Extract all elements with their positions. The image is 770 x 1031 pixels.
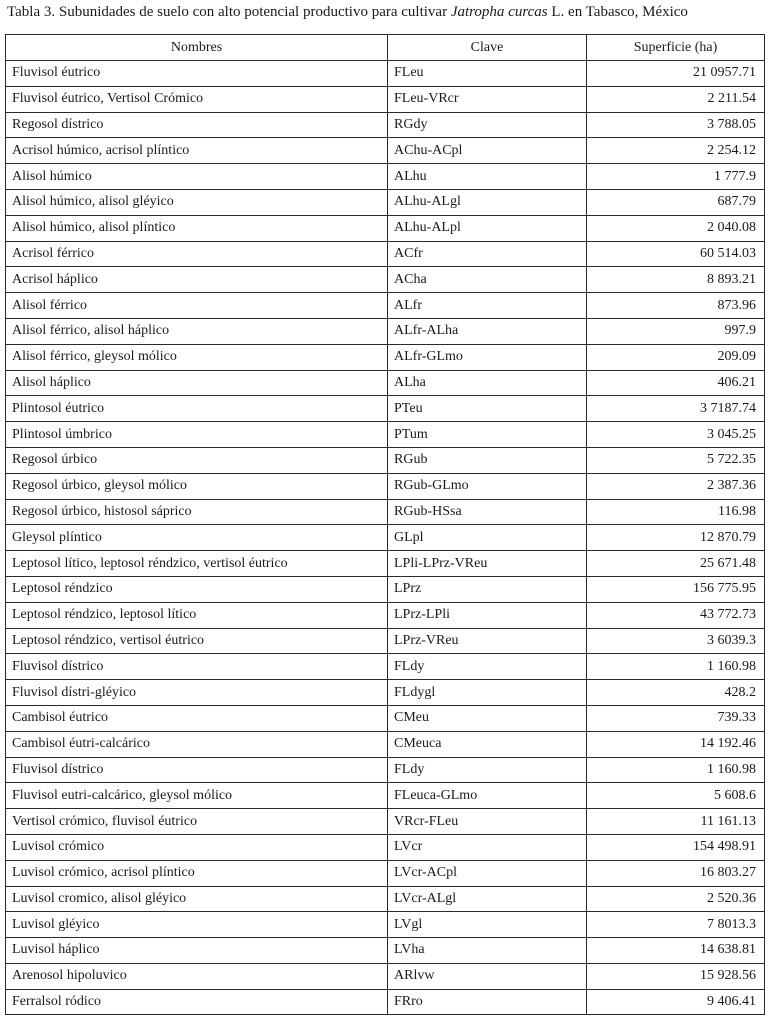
name-cell: Fluvisol dístrico: [6, 654, 388, 680]
key-cell: FLeuca-GLmo: [388, 783, 587, 809]
area-cell: 9 406.41: [587, 989, 765, 1015]
key-cell: LVcr-ACpl: [388, 860, 587, 886]
area-cell: 2 211.54: [587, 86, 765, 112]
name-cell: Acrisol férrico: [6, 241, 388, 267]
table-row: [6, 293, 765, 319]
table-row: [6, 525, 765, 551]
key-cell: ALha: [388, 370, 587, 396]
key-cell: FLeu-VRcr: [388, 86, 587, 112]
area-cell: 406.21: [587, 370, 765, 396]
name-cell: Cambisol éutrico: [6, 705, 388, 731]
area-cell: 1 160.98: [587, 654, 765, 680]
table-row: [6, 860, 765, 886]
area-cell: 873.96: [587, 293, 765, 319]
caption-prefix: Tabla 3. Subunidades de suelo con alto potencial productivo para cultivar: [7, 4, 451, 20]
key-cell: ACha: [388, 267, 587, 293]
table-body: [6, 61, 765, 1015]
table-row: [6, 705, 765, 731]
header-clave: Clave: [388, 35, 587, 61]
area-cell: 3 6039.3: [587, 628, 765, 654]
key-cell: LPli-LPrz-VReu: [388, 551, 587, 577]
name-cell: Regosol dístrico: [6, 112, 388, 138]
name-cell: Acrisol háplico: [6, 267, 388, 293]
name-cell: Leptosol réndzico, vertisol éutrico: [6, 628, 388, 654]
area-cell: 14 638.81: [587, 938, 765, 964]
key-cell: ALfr-GLmo: [388, 344, 587, 370]
area-cell: 1 777.9: [587, 164, 765, 190]
area-cell: 3 788.05: [587, 112, 765, 138]
table-row: [6, 680, 765, 706]
name-cell: Luvisol gléyico: [6, 912, 388, 938]
key-cell: ALhu-ALgl: [388, 189, 587, 215]
key-cell: ACfr: [388, 241, 587, 267]
table-row: [6, 963, 765, 989]
key-cell: FLdygl: [388, 680, 587, 706]
table-row: [6, 473, 765, 499]
name-cell: Plintosol úmbrico: [6, 422, 388, 448]
area-cell: 3 7187.74: [587, 396, 765, 422]
area-cell: 1 160.98: [587, 757, 765, 783]
name-cell: Alisol húmico, alisol plíntico: [6, 215, 388, 241]
area-cell: 2 254.12: [587, 138, 765, 164]
table-row: [6, 447, 765, 473]
area-cell: 12 870.79: [587, 525, 765, 551]
area-cell: 2 040.08: [587, 215, 765, 241]
key-cell: LVha: [388, 938, 587, 964]
area-cell: 154 498.91: [587, 834, 765, 860]
table-row: [6, 938, 765, 964]
key-cell: LPrz-LPli: [388, 602, 587, 628]
area-cell: 11 161.13: [587, 809, 765, 835]
key-cell: ALhu: [388, 164, 587, 190]
name-cell: Luvisol crómico, acrisol plíntico: [6, 860, 388, 886]
table-row: [6, 215, 765, 241]
name-cell: Alisol húmico, alisol gléyico: [6, 189, 388, 215]
name-cell: Alisol húmico: [6, 164, 388, 190]
header-superficie: Superficie (ha): [587, 35, 765, 61]
name-cell: Alisol férrico, gleysol mólico: [6, 344, 388, 370]
name-cell: Luvisol crómico: [6, 834, 388, 860]
table-row: [6, 112, 765, 138]
name-cell: Plintosol éutrico: [6, 396, 388, 422]
name-cell: Ferralsol ródico: [6, 989, 388, 1015]
name-cell: Alisol férrico: [6, 293, 388, 319]
name-cell: Arenosol hipoluvico: [6, 963, 388, 989]
caption-suffix: L. en Tabasco, México: [547, 4, 688, 20]
name-cell: Regosol úrbico, histosol sáprico: [6, 499, 388, 525]
name-cell: Luvisol háplico: [6, 938, 388, 964]
name-cell: Fluvisol éutrico, Vertisol Crómico: [6, 86, 388, 112]
area-cell: 209.09: [587, 344, 765, 370]
table-row: [6, 318, 765, 344]
key-cell: FLdy: [388, 757, 587, 783]
caption-species: Jatropha curcas: [450, 4, 548, 20]
table-row: [6, 499, 765, 525]
area-cell: 15 928.56: [587, 963, 765, 989]
area-cell: 428.2: [587, 680, 765, 706]
table-row: [6, 422, 765, 448]
key-cell: AChu-ACpl: [388, 138, 587, 164]
name-cell: Luvisol cromico, alisol gléyico: [6, 886, 388, 912]
name-cell: Regosol úrbico: [6, 447, 388, 473]
area-cell: 2 520.36: [587, 886, 765, 912]
table-row: [6, 628, 765, 654]
area-cell: 8 893.21: [587, 267, 765, 293]
key-cell: LVcr: [388, 834, 587, 860]
table-row: [6, 396, 765, 422]
table-row: [6, 138, 765, 164]
table-row: [6, 189, 765, 215]
key-cell: ALfr: [388, 293, 587, 319]
area-cell: 60 514.03: [587, 241, 765, 267]
table-row: [6, 886, 765, 912]
area-cell: 25 671.48: [587, 551, 765, 577]
table-row: [6, 241, 765, 267]
key-cell: FRro: [388, 989, 587, 1015]
table-row: [6, 783, 765, 809]
area-cell: 116.98: [587, 499, 765, 525]
key-cell: CMeu: [388, 705, 587, 731]
area-cell: 687.79: [587, 189, 765, 215]
table-row: [6, 834, 765, 860]
name-cell: Alisol háplico: [6, 370, 388, 396]
table-row: [6, 61, 765, 87]
name-cell: Fluvisol dístrico: [6, 757, 388, 783]
area-cell: 739.33: [587, 705, 765, 731]
area-cell: 5 608.6: [587, 783, 765, 809]
table-row: [6, 602, 765, 628]
name-cell: Gleysol plíntico: [6, 525, 388, 551]
key-cell: RGub: [388, 447, 587, 473]
key-cell: FLdy: [388, 654, 587, 680]
name-cell: Fluvisol dístri-gléyico: [6, 680, 388, 706]
table-row: [6, 164, 765, 190]
key-cell: LVgl: [388, 912, 587, 938]
key-cell: FLeu: [388, 61, 587, 87]
table-row: [6, 989, 765, 1015]
key-cell: ALfr-ALha: [388, 318, 587, 344]
key-cell: RGub-GLmo: [388, 473, 587, 499]
soil-subunits-table: [5, 34, 765, 1015]
area-cell: 43 772.73: [587, 602, 765, 628]
area-cell: 997.9: [587, 318, 765, 344]
area-cell: 5 722.35: [587, 447, 765, 473]
area-cell: 156 775.95: [587, 576, 765, 602]
table-row: [6, 809, 765, 835]
key-cell: RGdy: [388, 112, 587, 138]
name-cell: Regosol úrbico, gleysol mólico: [6, 473, 388, 499]
table-row: [6, 757, 765, 783]
area-cell: 14 192.46: [587, 731, 765, 757]
key-cell: LVcr-ALgl: [388, 886, 587, 912]
table-header-row: [6, 35, 765, 61]
table-row: [6, 654, 765, 680]
key-cell: ALhu-ALpl: [388, 215, 587, 241]
key-cell: LPrz: [388, 576, 587, 602]
area-cell: 7 8013.3: [587, 912, 765, 938]
name-cell: Fluvisol éutrico: [6, 61, 388, 87]
name-cell: Cambisol éutri-calcárico: [6, 731, 388, 757]
key-cell: GLpl: [388, 525, 587, 551]
table-row: [6, 86, 765, 112]
name-cell: Acrisol húmico, acrisol plíntico: [6, 138, 388, 164]
name-cell: Leptosol lítico, leptosol réndzico, vertisol éutrico: [6, 551, 388, 577]
name-cell: Leptosol réndzico, leptosol lítico: [6, 602, 388, 628]
table-row: [6, 267, 765, 293]
area-cell: 3 045.25: [587, 422, 765, 448]
key-cell: VRcr-FLeu: [388, 809, 587, 835]
area-cell: 2 387.36: [587, 473, 765, 499]
area-cell: 21 0957.71: [587, 61, 765, 87]
key-cell: ARlvw: [388, 963, 587, 989]
key-cell: RGub-HSsa: [388, 499, 587, 525]
name-cell: Alisol férrico, alisol háplico: [6, 318, 388, 344]
name-cell: Vertisol crómico, fluvisol éutrico: [6, 809, 388, 835]
key-cell: PTeu: [388, 396, 587, 422]
table-caption: [7, 2, 688, 22]
name-cell: Fluvisol eutri-calcárico, gleysol mólico: [6, 783, 388, 809]
table-row: [6, 731, 765, 757]
key-cell: LPrz-VReu: [388, 628, 587, 654]
key-cell: CMeuca: [388, 731, 587, 757]
key-cell: PTum: [388, 422, 587, 448]
table-row: [6, 551, 765, 577]
name-cell: Leptosol réndzico: [6, 576, 388, 602]
table-row: [6, 344, 765, 370]
table-row: [6, 576, 765, 602]
area-cell: 16 803.27: [587, 860, 765, 886]
table-row: [6, 370, 765, 396]
header-nombres: Nombres: [6, 35, 388, 61]
table-row: [6, 912, 765, 938]
